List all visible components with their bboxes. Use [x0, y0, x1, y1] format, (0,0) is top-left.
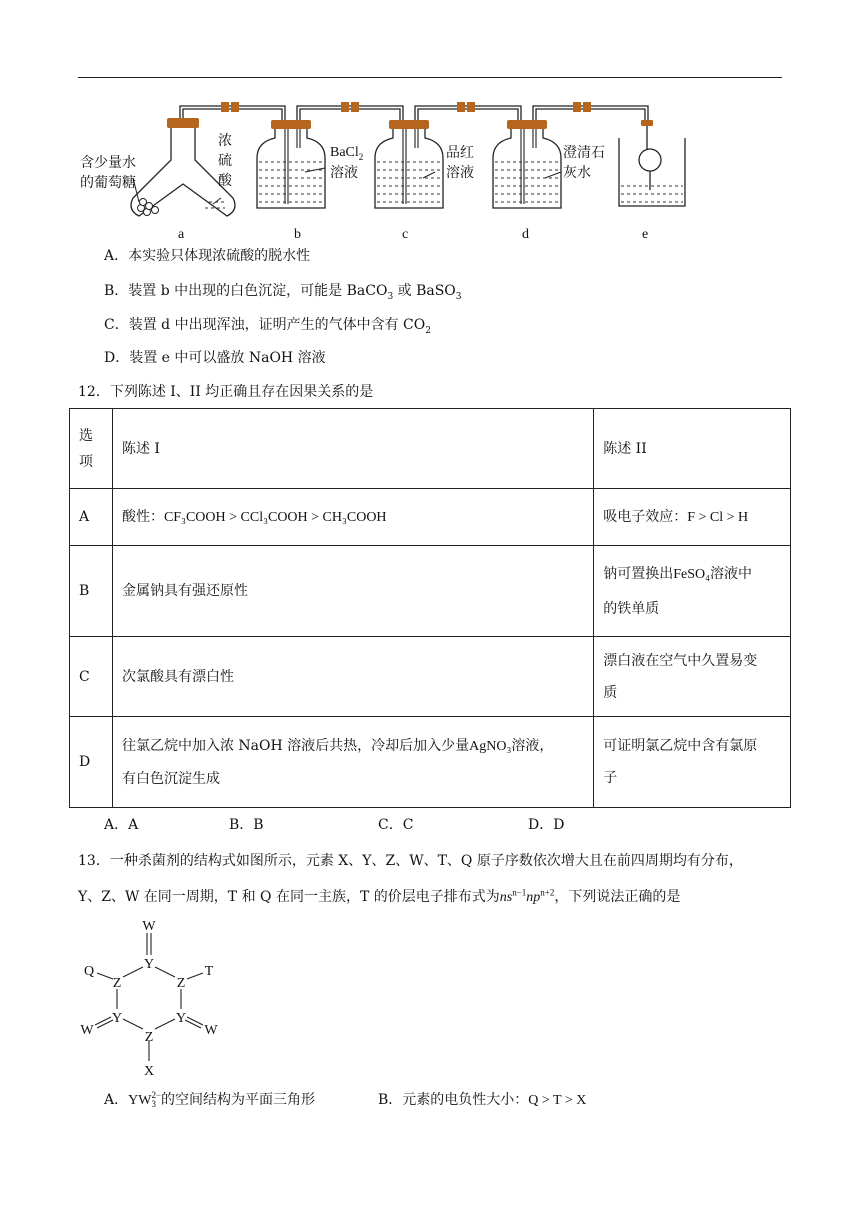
q13-option-a: A．YW 2− 3 的空间结构为平面三角形: [104, 1090, 316, 1109]
q12-option-a: A．A: [104, 817, 139, 833]
q11-option-c: C．装置 d 中出现浑浊，证明产生的气体中含有 $CO_2$: [104, 317, 431, 336]
q13-structure: [75, 915, 235, 1080]
letter-d: d: [522, 227, 529, 242]
atom-y-right: Y: [175, 1011, 187, 1026]
row-d-statement-2: 可证明氯乙烷中含有氯原 子: [594, 717, 791, 808]
q13-option-b: B．元素的电负性大小：Q > T > X: [378, 1092, 587, 1108]
label-sugar-line1: 含少量水: [80, 155, 136, 171]
atom-w-left: W: [80, 1023, 94, 1038]
q12-table: [69, 408, 791, 808]
bottle-c: [375, 128, 443, 208]
letter-e: e: [642, 227, 649, 242]
label-bacl2: [330, 143, 363, 183]
letter-a: a: [178, 227, 185, 242]
q12-option-c: C．C: [378, 817, 414, 833]
q11-option-a: A．本实验只体现浓硫酸的脱水性: [104, 248, 311, 264]
atom-z-bottom: Z: [144, 1030, 154, 1045]
label-pinhong-2: 溶液: [446, 165, 474, 181]
label-acid: [218, 131, 232, 191]
row-b-statement-1: 金属钠具有强还原性: [112, 546, 593, 637]
letter-b: b: [294, 227, 301, 242]
funnel-bulb: [639, 149, 661, 171]
label-bacl2-formula: BaCl: [330, 145, 359, 160]
label-limewater-2: 灰水: [563, 165, 591, 181]
row-b-option: B: [70, 546, 113, 637]
atom-x: X: [143, 1064, 155, 1079]
q13-stem-line2: Y、Z、W 在同一周期，T 和 Q 在同一主族，T 的价层电子排布式为$ns^{n-1}np^{n+2}$，下列说法正确的是: [78, 887, 681, 905]
q13-stem-line1: 13．一种杀菌剂的结构式如图所示，元素 X、Y、Z、W、T、Q 原子序数依次增大且在前四周期均有分布，: [78, 853, 743, 869]
label-acid-1: 浓: [218, 133, 232, 149]
q11-option-d: D．装置 e 中可以盛放 NaOH 溶液: [104, 350, 326, 366]
table-row-b: [70, 546, 791, 637]
header-rule: [78, 77, 782, 78]
table-row-c: [70, 637, 791, 717]
beaker-e: [619, 138, 685, 206]
table-header-row: [70, 409, 791, 489]
label-pinhong-1: 品红: [446, 145, 474, 161]
row-d-option: D: [70, 717, 113, 808]
label-sugar: [80, 153, 136, 193]
label-acid-2: 硫: [218, 153, 232, 169]
header-statement-1: 陈述 I: [112, 409, 593, 489]
bottle-d: [493, 128, 561, 208]
label-limewater: [563, 143, 605, 183]
tube-b-c: [297, 106, 403, 120]
atom-y-top: Y: [143, 957, 155, 972]
q12-option-b: B．B: [229, 817, 264, 833]
atom-w-top: W: [142, 919, 156, 934]
label-pinhong: [446, 143, 474, 183]
atom-z-right: Z: [176, 976, 186, 991]
label-acid-3: 酸: [218, 173, 232, 189]
atom-y-left: Y: [111, 1011, 123, 1026]
row-a-option: A: [70, 489, 113, 546]
label-bacl2-solution: 溶液: [330, 165, 358, 181]
row-a-statement-1: 酸性：CF₃COOH > CCl₃COOH > CH₃COOH: [112, 489, 593, 546]
header-statement-2: 陈述 II: [594, 409, 791, 489]
label-sugar-line2: 的葡萄糖: [80, 175, 136, 191]
header-option: 选 项: [70, 409, 113, 489]
row-c-option: C: [70, 637, 113, 717]
bottle-b: [257, 128, 325, 208]
atom-z-left: Z: [112, 976, 122, 991]
atom-t: T: [204, 964, 214, 979]
q12-stem: 12．下列陈述 I、II 均正确且存在因果关系的是: [78, 384, 374, 400]
atom-q: Q: [83, 964, 95, 979]
row-c-statement-2: 漂白液在空气中久置易变 质: [594, 637, 791, 717]
label-limewater-1: 澄清石: [563, 145, 605, 161]
q12-option-d: D．D: [528, 817, 565, 833]
row-a-statement-2: 吸电子效应：F > Cl > H: [594, 489, 791, 546]
row-b-statement-2: 钠可置换出FeSO₄溶液中 的铁单质: [594, 546, 791, 637]
q11-option-b: B．装置 b 中出现的白色沉淀，可能是 BaCO$_3$ 或 BaSO$_3$: [104, 283, 462, 302]
table-row-a: [70, 489, 791, 546]
row-d-statement-1: 往氯乙烷中加入浓 NaOH 溶液后共热，冷却后加入少量AgNO₃溶液， 有白色沉淀生成: [112, 717, 593, 808]
row-c-statement-1: 次氯酸具有漂白性: [112, 637, 593, 717]
table-row-d: [70, 717, 791, 808]
label-bacl2-sub: 2: [358, 151, 364, 162]
atom-w-right: W: [204, 1023, 218, 1038]
letter-c: c: [402, 227, 409, 242]
